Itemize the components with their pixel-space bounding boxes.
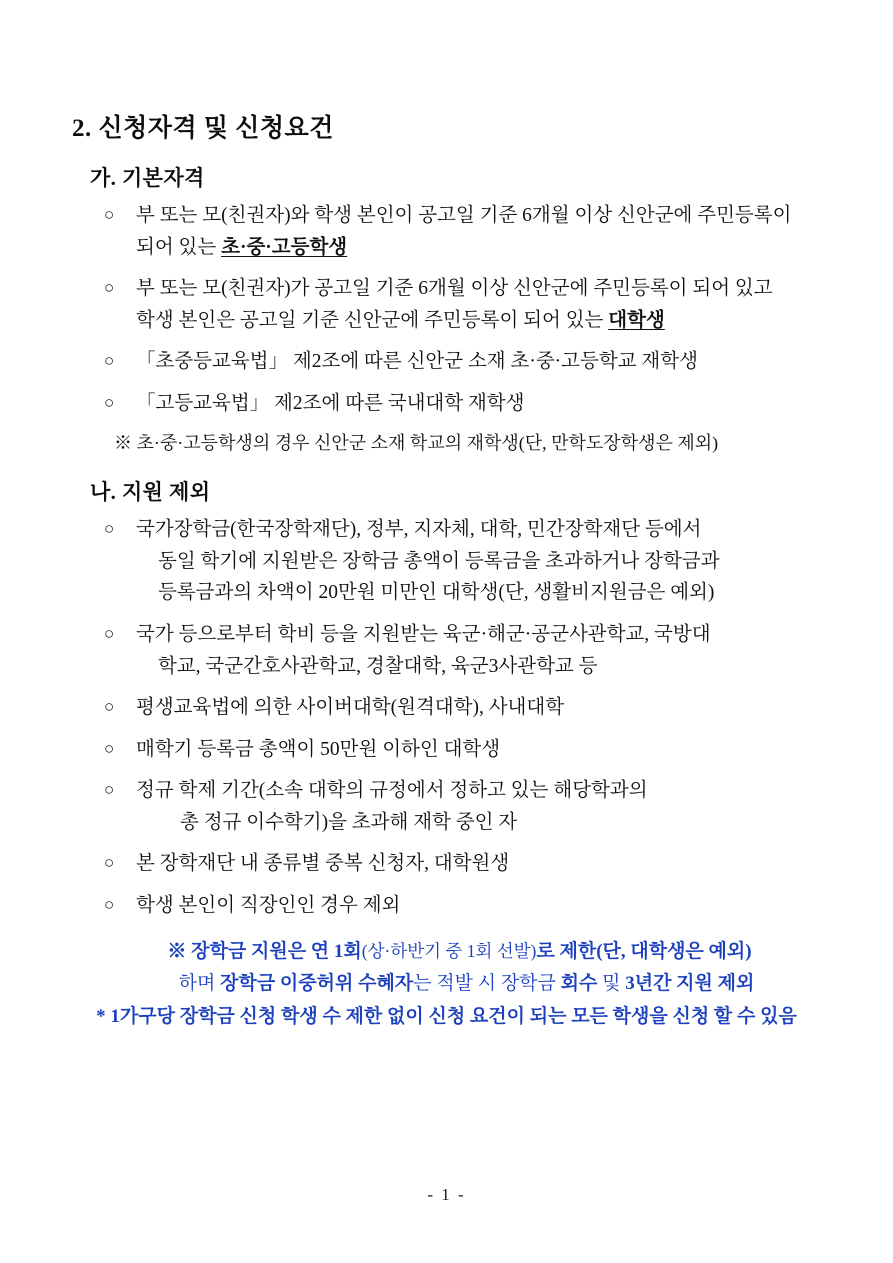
bullet-icon: ○ — [104, 780, 115, 800]
bullet-icon: ○ — [104, 205, 115, 224]
list-item-line: 부 또는 모(친권자)가 공고일 기준 6개월 이상 신안군에 주민등록이 되어 있고 — [136, 278, 773, 300]
text-segment: 3년간 지원 제외 — [625, 973, 755, 995]
text-segment: 제한(단, 대학생은 예외) — [559, 940, 752, 962]
bullet-icon: ○ — [104, 278, 115, 298]
list-item-line: 국가장학금(한국장학재단), 정부, 지자체, 대학, 민간장학재단 등에서 — [136, 519, 702, 541]
bullet-icon: ○ — [104, 895, 115, 915]
bullet-icon: ○ — [104, 738, 115, 758]
list-item-line: 정규 학제 기간(소속 대학의 규정에서 정하고 있는 해당학과의 — [136, 780, 648, 802]
text-segment: ※ — [167, 940, 192, 962]
list-item — [104, 346, 831, 378]
list-item-line: 국가 등으로부터 학비 등을 지원받는 육군·해군·공군사관학교, 국방대 — [136, 624, 711, 645]
list-exclusions — [62, 514, 831, 921]
text-segment: (상·하반기 중 1회 선발) — [361, 940, 537, 961]
list-item-line: 동일 학기에 지원받은 장학금 총액이 등록금을 초과하거나 장학금과 — [158, 550, 720, 572]
list-item — [104, 388, 831, 420]
list-item — [104, 890, 831, 922]
list-item — [104, 734, 831, 766]
blue-note-line — [62, 936, 831, 969]
list-item-line: 본 장학재단 내 종류별 중복 신청자, 대학원생 — [136, 853, 510, 875]
subsection-heading-basic-qualification: 가. 기본자격 — [90, 166, 205, 190]
list-item-line — [136, 305, 831, 337]
list-item — [104, 692, 831, 724]
list-item — [104, 775, 831, 838]
bullet-icon: ○ — [104, 519, 115, 539]
text-segment: 로 — [536, 940, 560, 962]
text-segment: 는 적발 시 장학금 — [413, 973, 561, 995]
list-item-line: 부 또는 모(친권자)와 학생 본인이 공고일 기준 6개월 이상 신안군에 주민등록이 — [136, 205, 792, 226]
text-segment: 학생 본인은 공고일 기준 신안군에 주민등록이 되어 있는 — [136, 309, 609, 331]
bullet-icon: ○ — [104, 697, 115, 717]
text-segment: 및 — [597, 973, 626, 995]
subsection-heading-exclusions: 나. 지원 제외 — [90, 480, 211, 505]
list-item-line: 총 정규 이수학기)을 초과해 재학 중인 자 — [180, 811, 518, 833]
page-number: - 1 - — [427, 1185, 466, 1204]
bullet-icon: ○ — [104, 853, 115, 873]
bullet-icon: ○ — [104, 392, 115, 412]
list-item — [104, 273, 831, 336]
bullet-icon: ○ — [104, 624, 115, 643]
text-segment: * 1가구당 장학금 신청 학생 수 제한 없이 신청 요건이 되는 모든 학생을 신청 할 수 있음 — [96, 1005, 797, 1027]
list-item-line: 「고등교육법」 제2조에 따른 국내대학 재학생 — [136, 392, 525, 414]
text-segment: 장학금 이중허위 수혜자 — [220, 973, 414, 995]
blue-emphasis-notes — [62, 936, 831, 1034]
text-segment: 장학금 지원은 연 1회 — [191, 940, 362, 962]
list-item — [104, 848, 831, 880]
text-segment: 회수 — [560, 973, 598, 995]
page-title: 2. 신청자격 및 신청요건 — [72, 115, 334, 142]
list-basic-qualification — [62, 200, 831, 419]
list-item-line: 학교, 국군간호사관학교, 경찰대학, 육군3사관학교 등 — [158, 655, 598, 677]
emphasis-segment: 대학생 — [608, 309, 665, 331]
text-segment: 하며 — [178, 973, 221, 995]
blue-note-line — [62, 1001, 831, 1034]
list-item-line: 등록금과의 차액이 20만원 미만인 대학생(단, 생활비지원금은 예외) — [158, 582, 715, 604]
list-item-line: 「초중등교육법」 제2조에 따른 신안군 소재 초·중·고등학교 재학생 — [136, 351, 698, 373]
emphasis-segment: 초·중·고등학생 — [221, 236, 348, 258]
bullet-icon: ○ — [104, 351, 115, 371]
list-item-line: 학생 본인이 직장인인 경우 제외 — [136, 895, 401, 917]
list-item — [104, 619, 831, 682]
list-item — [104, 200, 831, 263]
list-item-line — [136, 232, 831, 264]
text-segment: 되어 있는 — [136, 236, 222, 258]
list-item — [104, 514, 831, 609]
list-item-line: 매학기 등록금 총액이 50만원 이하인 대학생 — [136, 738, 501, 760]
note-basic-qualification: ※ 초·중·고등학생의 경우 신안군 소재 학교의 재학생(단, 만학도장학생은 제외) — [114, 433, 719, 454]
list-item-line: 평생교육법에 의한 사이버대학(원격대학), 사내대학 — [136, 697, 565, 719]
blue-note-line — [62, 968, 831, 1001]
